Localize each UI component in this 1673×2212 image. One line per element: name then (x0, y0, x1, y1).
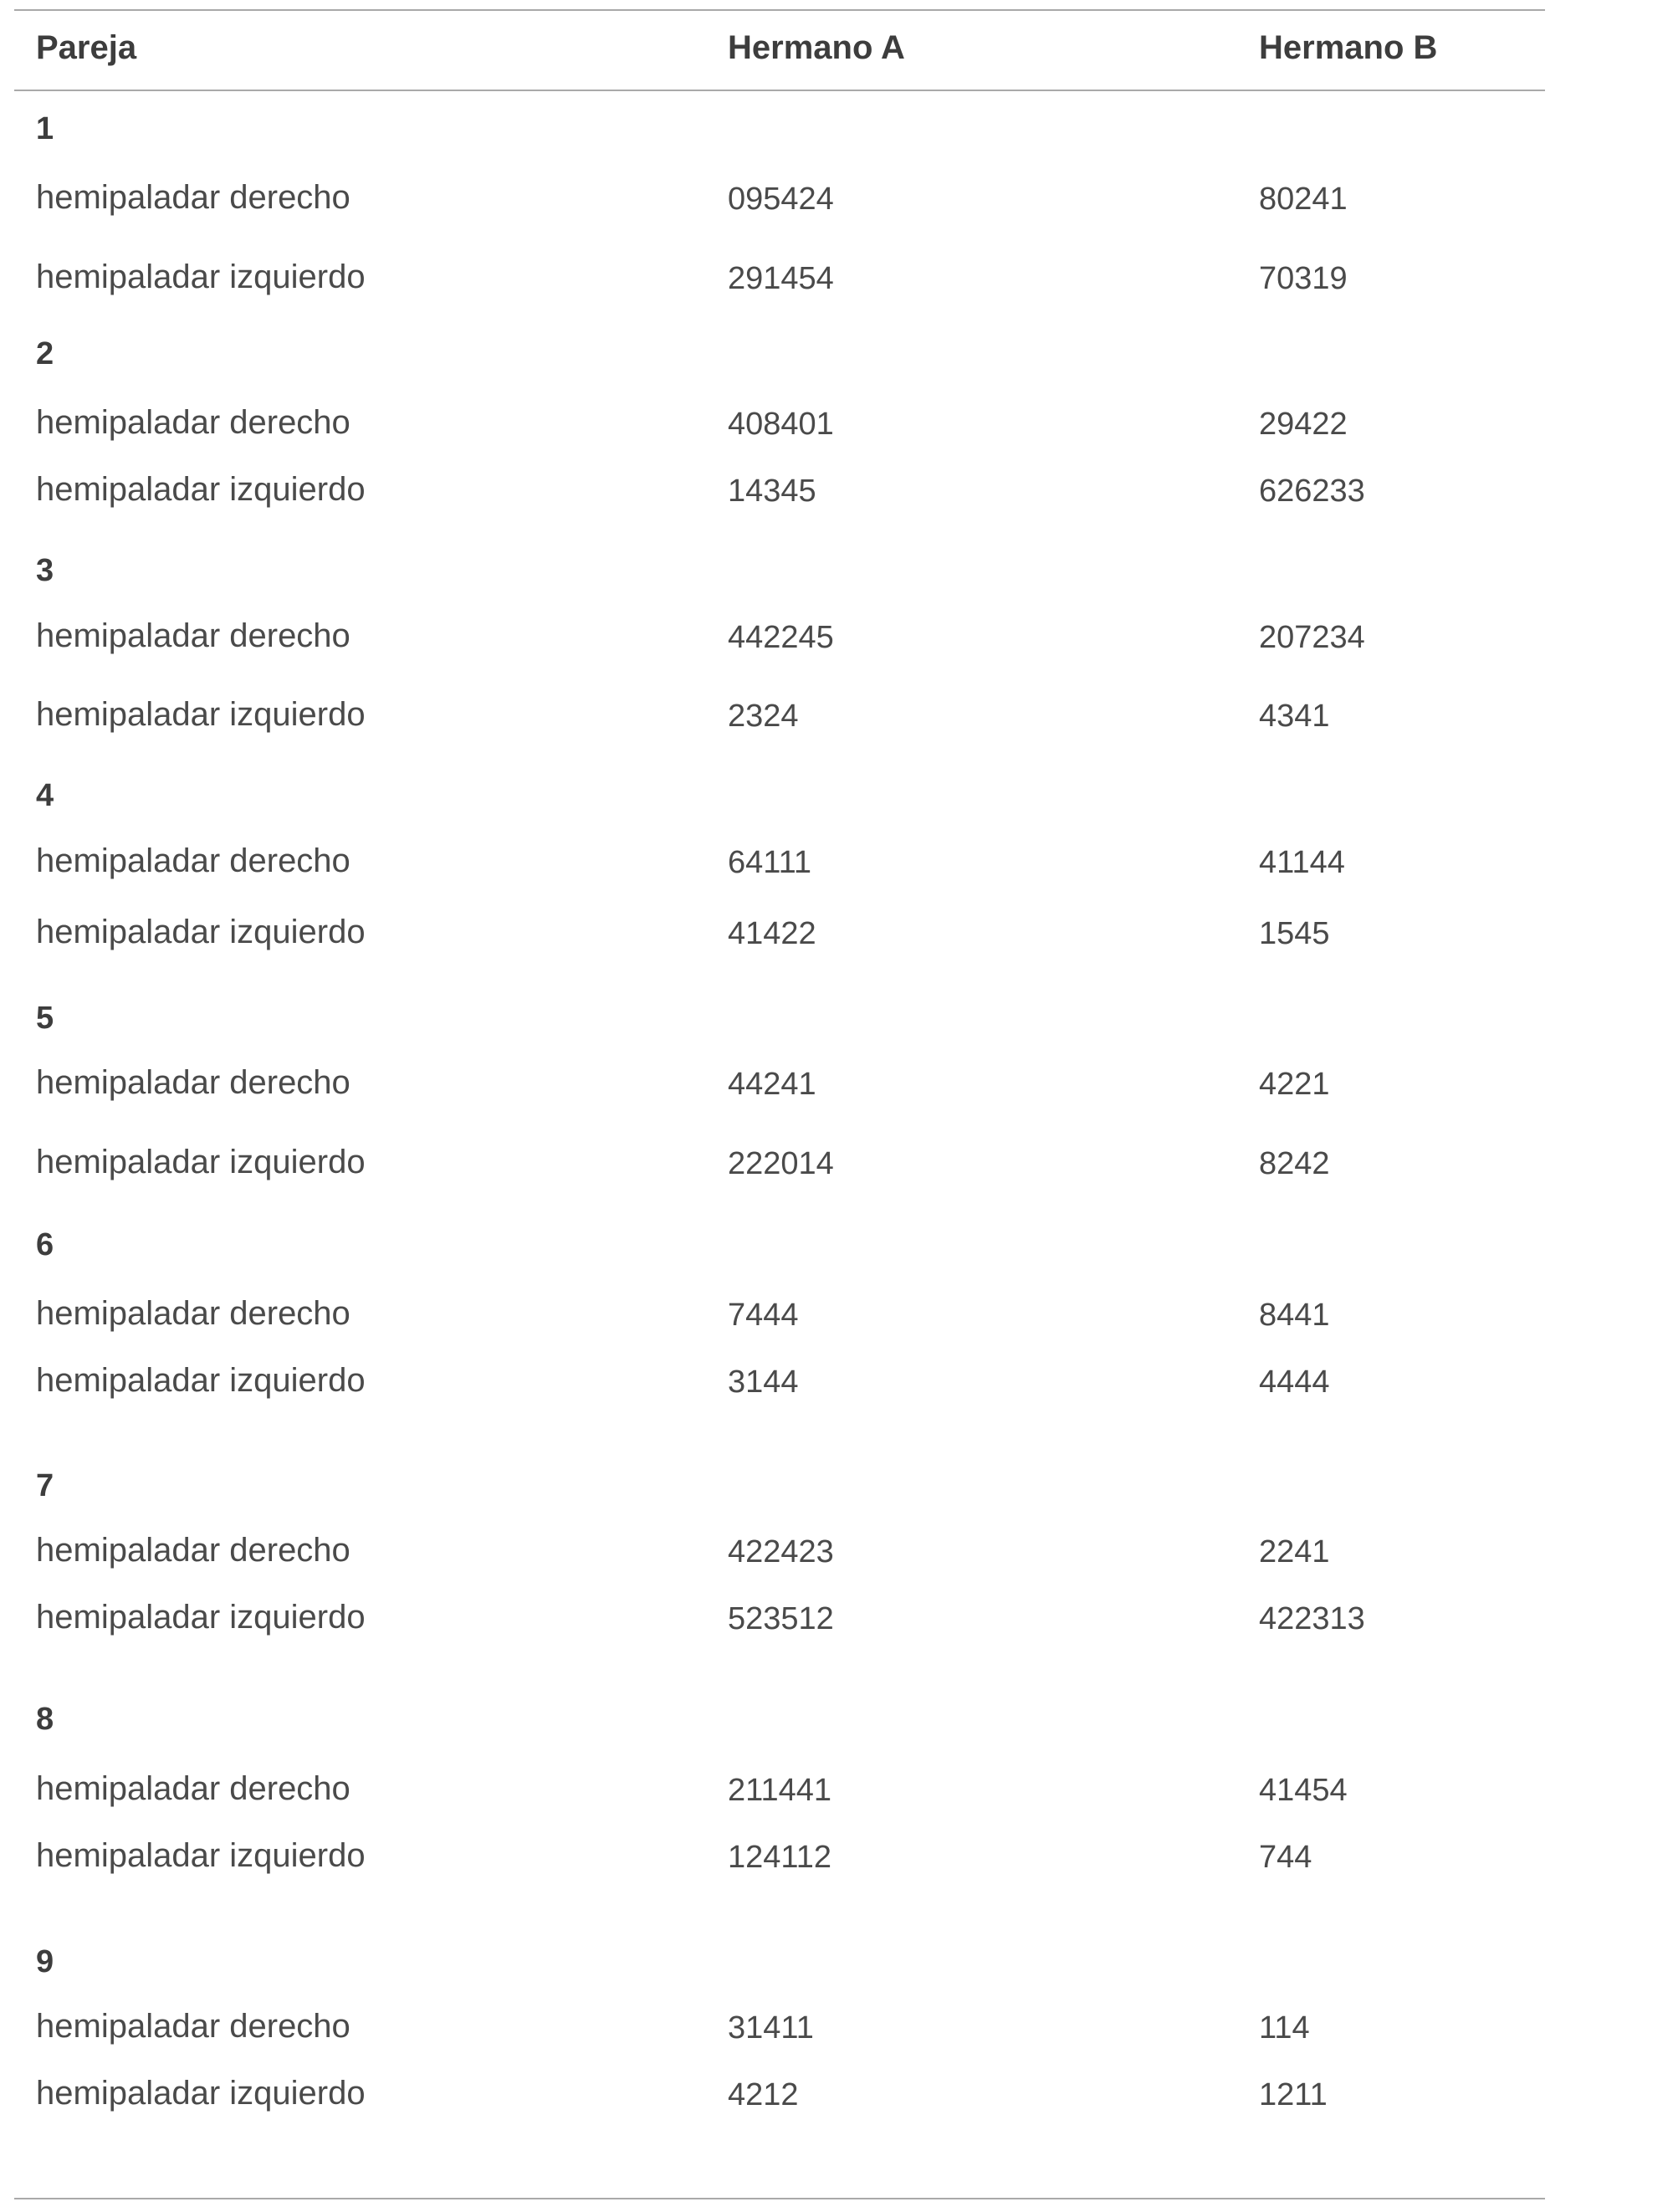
row-label: hemipaladar izquierdo (36, 259, 366, 295)
value-hermano-b: 8242 (1259, 1146, 1330, 1181)
value-hermano-a: 222014 (728, 1146, 834, 1181)
table-bottom-rule (14, 2198, 1545, 2199)
value-hermano-a: 31411 (728, 2010, 814, 2046)
row-label: hemipaladar derecho (36, 1532, 350, 1569)
row-label: hemipaladar derecho (36, 842, 350, 879)
header-rule (14, 90, 1545, 91)
value-hermano-b: 29422 (1259, 407, 1348, 442)
row-label: hemipaladar derecho (36, 1064, 350, 1101)
value-hermano-b: 1211 (1259, 2077, 1328, 2112)
value-hermano-b: 41454 (1259, 1773, 1348, 1808)
row-label: hemipaladar izquierdo (36, 1837, 366, 1874)
value-hermano-b: 8441 (1259, 1298, 1330, 1333)
pair-number: 8 (36, 1702, 54, 1737)
header-hermano-a: Hermano A (728, 29, 905, 66)
value-hermano-b: 4444 (1259, 1365, 1330, 1400)
value-hermano-a: 7444 (728, 1298, 799, 1333)
value-hermano-b: 422313 (1259, 1601, 1365, 1636)
pair-number: 2 (36, 336, 54, 371)
value-hermano-b: 41144 (1259, 845, 1345, 880)
value-hermano-a: 124112 (728, 1840, 831, 1875)
value-hermano-b: 70319 (1259, 261, 1348, 296)
row-label: hemipaladar izquierdo (36, 2075, 366, 2112)
row-label: hemipaladar derecho (36, 404, 350, 441)
header-pareja: Pareja (36, 29, 137, 66)
pair-number: 3 (36, 553, 54, 588)
row-label: hemipaladar derecho (36, 179, 350, 216)
pair-number: 6 (36, 1227, 54, 1262)
value-hermano-a: 2324 (728, 699, 799, 734)
row-label: hemipaladar izquierdo (36, 1144, 366, 1180)
value-hermano-a: 523512 (728, 1601, 834, 1636)
value-hermano-a: 442245 (728, 620, 834, 655)
pair-number: 7 (36, 1468, 54, 1503)
value-hermano-b: 4341 (1259, 699, 1330, 734)
pair-number: 5 (36, 1001, 54, 1036)
value-hermano-a: 422423 (728, 1534, 834, 1569)
value-hermano-a: 4212 (728, 2077, 799, 2112)
value-hermano-a: 14345 (728, 474, 816, 509)
value-hermano-a: 44241 (728, 1067, 816, 1102)
value-hermano-a: 408401 (728, 407, 834, 442)
value-hermano-a: 291454 (728, 261, 834, 296)
value-hermano-b: 626233 (1259, 474, 1365, 509)
row-label: hemipaladar izquierdo (36, 914, 366, 950)
row-label: hemipaladar derecho (36, 1770, 350, 1807)
value-hermano-a: 211441 (728, 1773, 831, 1808)
pair-number: 9 (36, 1944, 54, 1979)
table-top-rule (14, 9, 1545, 11)
value-hermano-a: 41422 (728, 916, 816, 951)
value-hermano-b: 2241 (1259, 1534, 1330, 1569)
pair-number: 4 (36, 778, 54, 813)
value-hermano-b: 4221 (1259, 1067, 1330, 1102)
row-label: hemipaladar izquierdo (36, 1599, 366, 1636)
header-hermano-b: Hermano B (1259, 29, 1438, 66)
value-hermano-a: 3144 (728, 1365, 799, 1400)
row-label: hemipaladar derecho (36, 2008, 350, 2045)
value-hermano-b: 1545 (1259, 916, 1330, 951)
row-label: hemipaladar izquierdo (36, 696, 366, 733)
pair-number: 1 (36, 111, 54, 146)
row-label: hemipaladar derecho (36, 1295, 350, 1332)
value-hermano-b: 114 (1259, 2010, 1310, 2046)
value-hermano-a: 095424 (728, 182, 834, 217)
row-label: hemipaladar izquierdo (36, 1362, 366, 1399)
row-label: hemipaladar derecho (36, 617, 350, 654)
row-label: hemipaladar izquierdo (36, 471, 366, 508)
value-hermano-a: 64111 (728, 845, 812, 880)
value-hermano-b: 744 (1259, 1840, 1312, 1875)
value-hermano-b: 80241 (1259, 182, 1348, 217)
value-hermano-b: 207234 (1259, 620, 1365, 655)
